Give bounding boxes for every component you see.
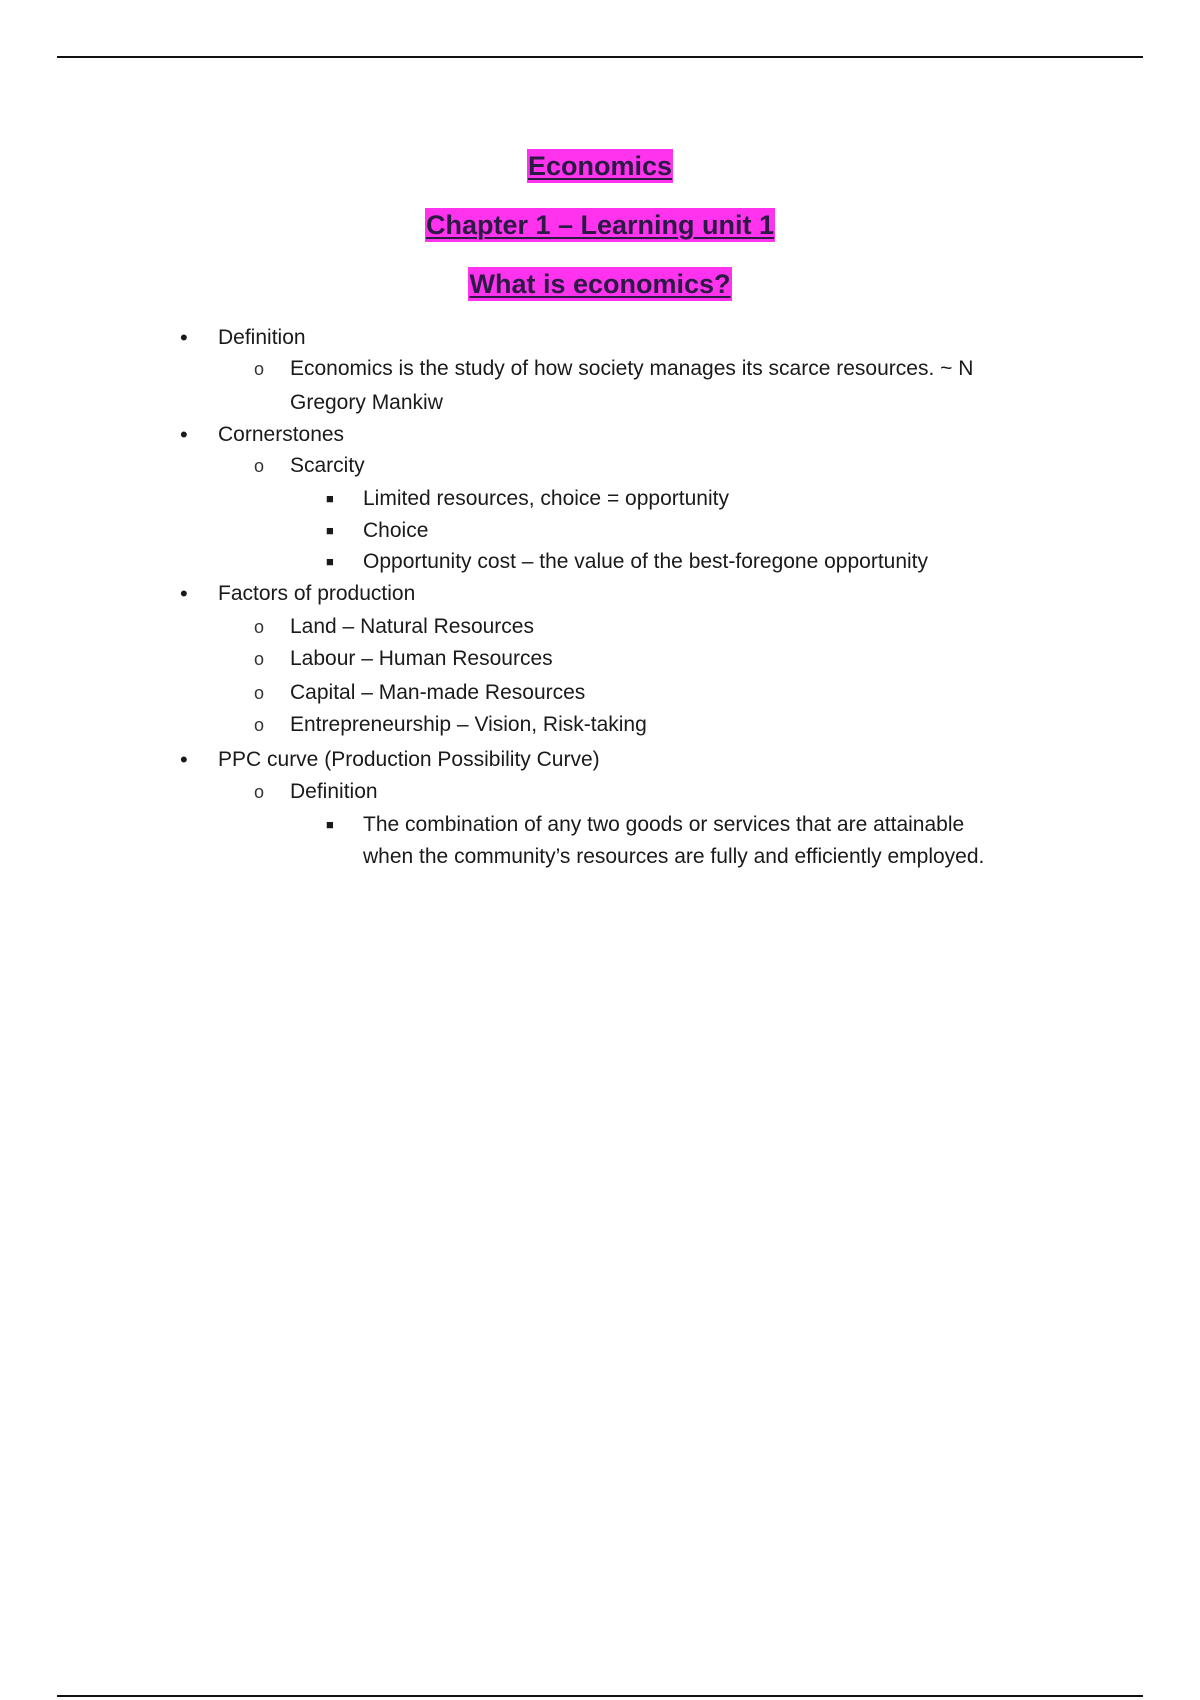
bullet-factors: • <box>180 581 188 606</box>
sub-sub-bullet-3: ■ <box>326 554 334 569</box>
factor-entrepreneurship: Entrepreneurship – Vision, Risk-taking <box>290 713 647 736</box>
bullet-cornerstones: • <box>180 422 188 447</box>
sub-bullet-capital: o <box>254 683 265 703</box>
definition-text-line-1: Economics is the study of how society manages its scarce resources. ~ N <box>290 357 974 380</box>
bullet-ppc: • <box>180 747 188 772</box>
scarcity-point-2: Choice <box>363 519 429 542</box>
ppc-definition-label: Definition <box>290 780 378 803</box>
question-heading <box>0 266 1200 302</box>
document-title-text: Economics <box>527 151 673 181</box>
question-heading-text: What is economics? <box>469 269 731 299</box>
scarcity-point-3: Opportunity cost – the value of the best-foregone opportunity <box>363 550 929 573</box>
ppc-definition-line-1: The combination of any two goods or services that are attainable <box>363 813 965 836</box>
list-item-cornerstones: Cornerstones <box>218 423 345 446</box>
ppc-definition-line-2: when the community’s resources are fully and efficiently employed. <box>363 845 985 868</box>
sub-bullet-labour: o <box>254 649 265 669</box>
sub-bullet-definition-text: o <box>254 359 265 379</box>
sub-bullet-ppc-definition: o <box>254 782 265 802</box>
factor-capital: Capital – Man-made Resources <box>290 681 586 704</box>
sub-bullet-entrepreneurship: o <box>254 715 265 735</box>
list-item-definition: Definition <box>218 326 306 349</box>
sub-sub-bullet-1: ■ <box>326 491 334 506</box>
list-item-ppc-curve: PPC curve (Production Possibility Curve) <box>218 748 600 771</box>
chapter-heading <box>0 207 1200 243</box>
sub-sub-bullet-ppc: ■ <box>326 817 334 832</box>
list-item-scarcity: Scarcity <box>290 454 365 477</box>
footer-rule <box>57 1695 1143 1697</box>
header-rule <box>57 56 1143 58</box>
scarcity-point-1: Limited resources, choice = opportunity <box>363 487 729 510</box>
factor-labour: Labour – Human Resources <box>290 647 553 670</box>
document-title <box>0 148 1200 184</box>
list-item-factors-of-production: Factors of production <box>218 582 416 605</box>
bullet-definition: • <box>180 325 188 350</box>
factor-land: Land – Natural Resources <box>290 615 534 638</box>
definition-text-line-2: Gregory Mankiw <box>290 391 443 414</box>
chapter-heading-text: Chapter 1 – Learning unit 1 <box>425 210 775 240</box>
sub-bullet-land: o <box>254 617 265 637</box>
sub-sub-bullet-2: ■ <box>326 523 334 538</box>
sub-bullet-scarcity: o <box>254 456 265 476</box>
